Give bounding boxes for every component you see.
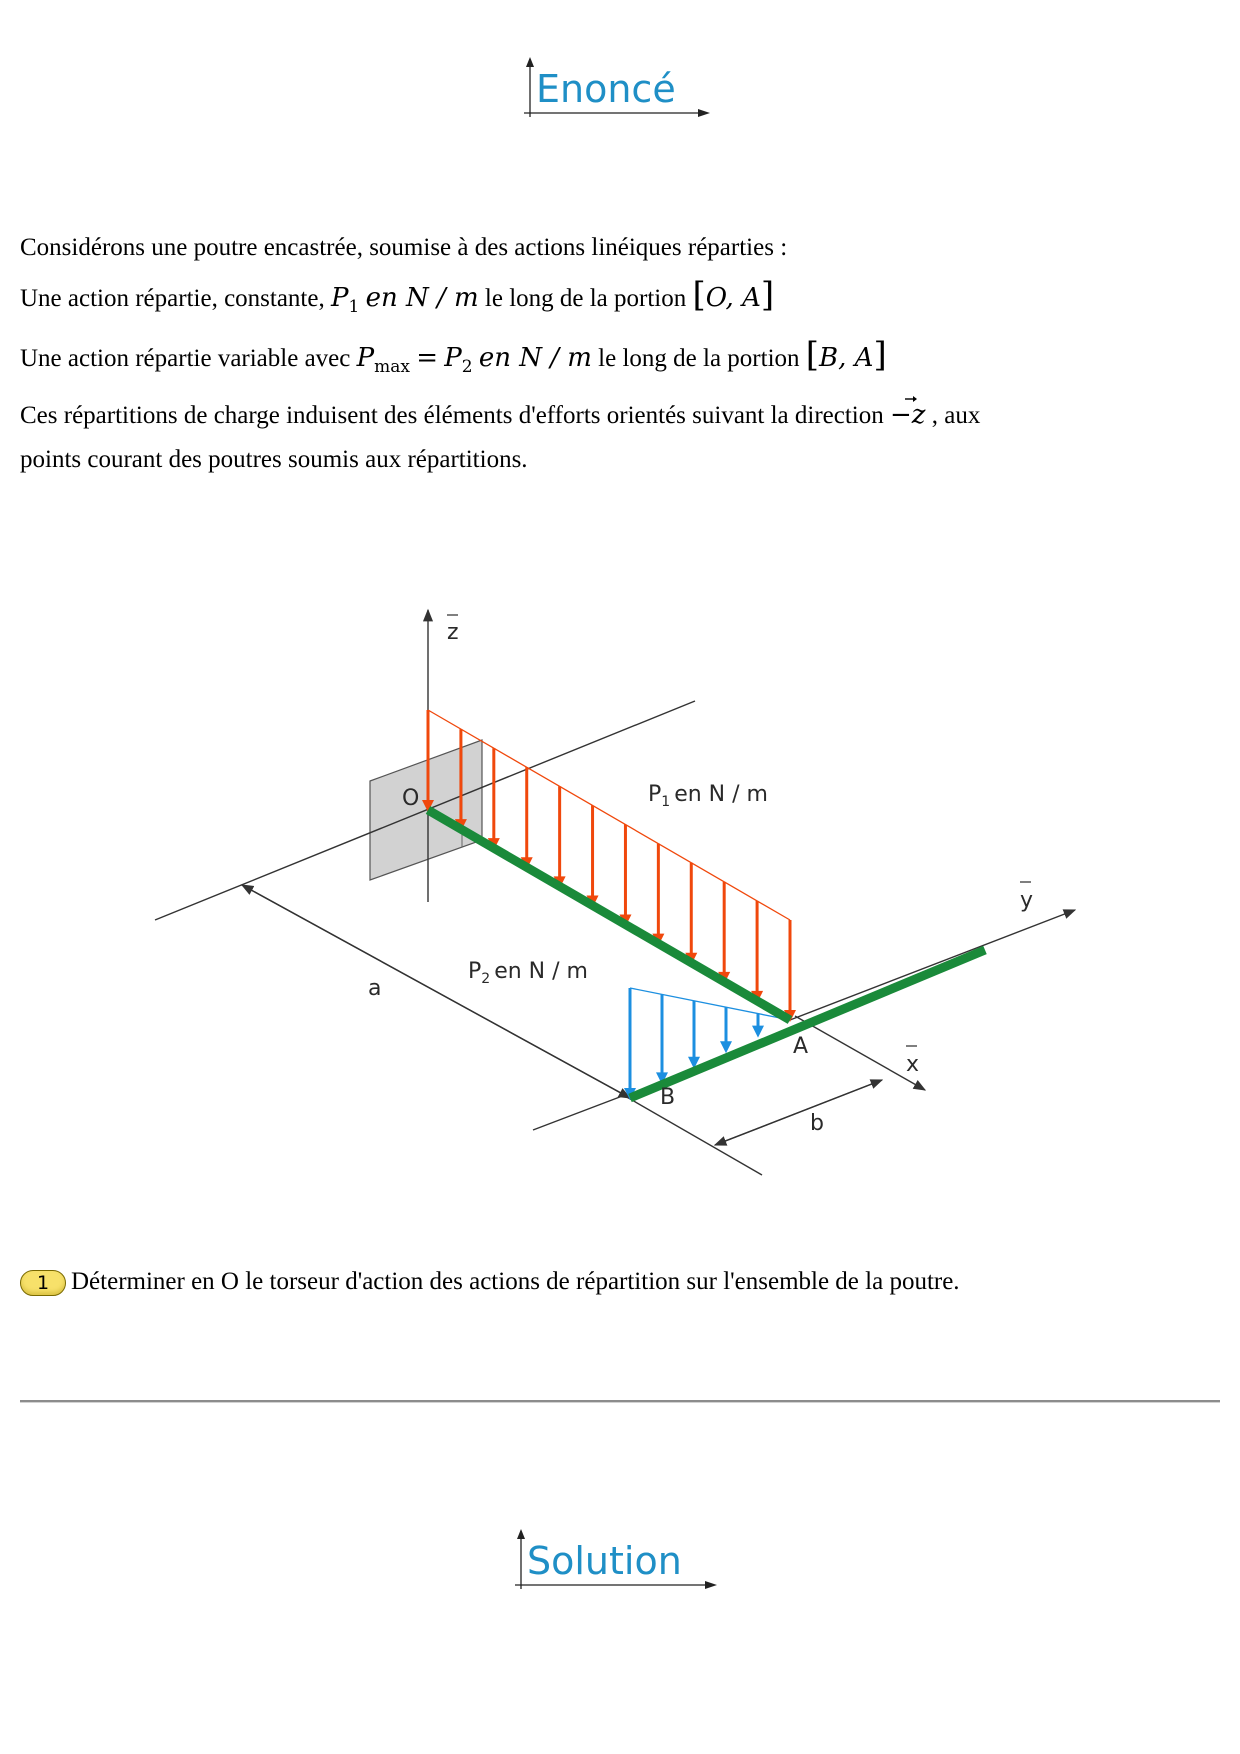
statement-line-1-text: Considérons une poutre encastrée, soumise à des actions linéiques réparties : xyxy=(20,234,788,261)
statement-line-4 xyxy=(20,400,980,431)
enonce-title: Enoncé xyxy=(536,67,676,111)
label-B: B xyxy=(660,1085,676,1110)
extension-b xyxy=(533,1095,625,1130)
label-p2: $P_2$ en N / m xyxy=(468,959,588,987)
label-b: b xyxy=(810,1111,824,1136)
load-p1-arrow xyxy=(718,882,730,984)
beam-oa xyxy=(428,810,790,1020)
statement-line-5-text: points courant des poutres soumis aux répartitions. xyxy=(20,446,528,473)
beam-ba-extension xyxy=(630,950,985,1098)
question-text: Déterminer en O le torseur d'action des actions de répartition sur l'ensemble de la poutre. xyxy=(71,1268,960,1295)
solution-heading[interactable] xyxy=(0,1527,1240,1597)
load-p2-arrow xyxy=(752,1014,764,1038)
line3-unit: en N / m xyxy=(478,343,592,373)
statement-line-3 xyxy=(20,335,887,382)
line3-middle: le long de la portion xyxy=(598,345,800,372)
load-p1-arrow xyxy=(521,767,533,869)
load-p2-symbol: $P_2$ xyxy=(444,343,473,378)
pmax-symbol: $P_{max}$ xyxy=(356,343,410,378)
equals-sign: = xyxy=(416,343,438,373)
line2-middle: le long de la portion xyxy=(484,285,687,312)
dim-line-a-start xyxy=(242,885,630,1098)
load-p1-arrow xyxy=(488,748,500,850)
beam-diagram xyxy=(0,580,1240,1200)
question-number-badge[interactable]: 1 xyxy=(20,1270,66,1296)
load-p1-arrow xyxy=(685,863,697,965)
statement-line-1 xyxy=(20,233,787,263)
enonce-heading xyxy=(0,55,1240,125)
statement-line-2 xyxy=(20,275,775,322)
load-p1-arrow xyxy=(587,805,599,907)
load-p2-arrow xyxy=(688,1001,700,1069)
line4-prefix: Ces répartitions de charge induisent des éléments d'efforts orientés suivant la direction xyxy=(20,402,884,429)
y-axis xyxy=(790,910,1075,1020)
load-p1-arrow xyxy=(652,844,664,946)
load-p1-arrow xyxy=(751,901,763,1003)
line2-unit: en N / m xyxy=(365,283,479,313)
question-1 xyxy=(20,1268,960,1296)
label-x: x xyxy=(906,1052,920,1077)
dim-line-b-start xyxy=(715,1080,882,1145)
label-a: a xyxy=(368,976,382,1001)
label-A: A xyxy=(793,1034,809,1059)
direction-minus-z: −z xyxy=(890,400,925,430)
back-line xyxy=(155,701,695,920)
load-p1-arrow xyxy=(554,786,566,888)
extension-ba xyxy=(625,1096,762,1175)
line3-prefix: Une action répartie variable avec xyxy=(20,345,351,372)
label-O: O xyxy=(402,786,420,811)
load-p1-arrow xyxy=(619,825,631,927)
load-p1-symbol: $P_1$ xyxy=(330,283,360,318)
segment-oa: [O, A] xyxy=(692,275,775,315)
label-y: y xyxy=(1020,888,1034,913)
label-p1: $P_1$ en N / m xyxy=(648,782,768,810)
line4-suffix: , aux xyxy=(931,402,981,429)
label-z: z xyxy=(447,620,459,645)
load-p2-arrow xyxy=(720,1007,732,1053)
statement-line-5 xyxy=(20,445,528,475)
vector-arrow-icon xyxy=(904,394,918,404)
solution-title: Solution xyxy=(527,1539,682,1583)
load-p2-arrow xyxy=(624,988,636,1100)
section-separator xyxy=(20,1400,1220,1403)
load-p1-arrow xyxy=(784,920,796,1022)
line2-prefix: Une action répartie, constante, xyxy=(20,285,325,312)
load-p2-arrow xyxy=(656,994,668,1084)
segment-ba: [B, A] xyxy=(805,335,887,375)
